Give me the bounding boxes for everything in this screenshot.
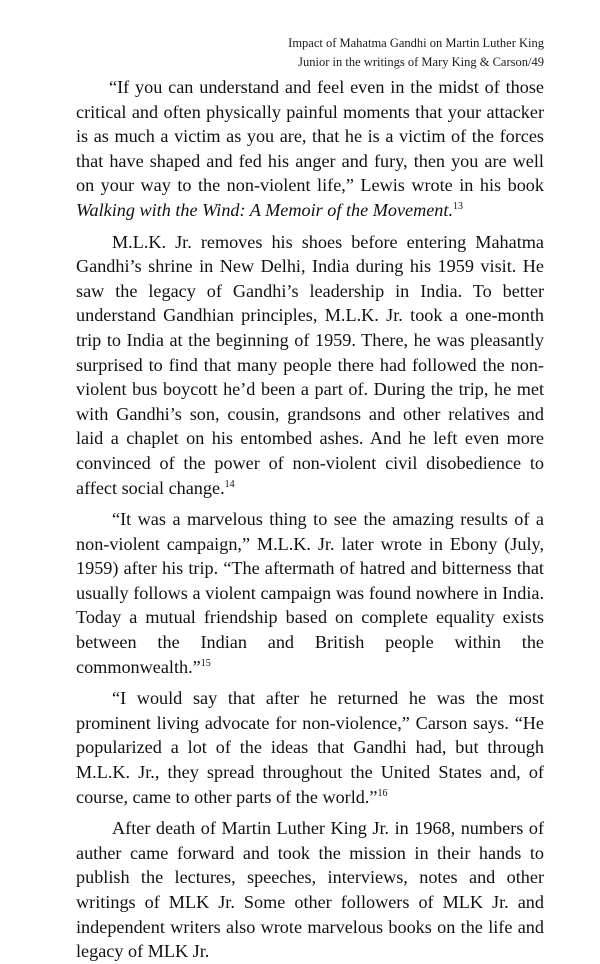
- paragraph-2-text: M.L.K. Jr. removes his shoes before entering Mahatma Gandhi’s shrine in New Delhi, India during his 1959 visit. He saw the legacy of Gandhi’s leadership in India. To better understand Gandhian principles, M.L.K. Jr. took a one-month trip to India at the beginning of 1959. There, he was pleasantly surprised to find that many people there had followed the non-violent bus boycott he’d been a part of. During the trip, he met with Gandhi’s son, cousin, grandsons and other relatives and laid a chaplet on his entombed ashes. And he left even more convinced of the power of non-violent civil disobedience to affect social change.: [76, 231, 544, 498]
- book-title: Walking with the Wind: A Memoir of the Movement.: [76, 199, 453, 220]
- paragraph-4-text: “I would say that after he returned he was the most prominent living advocate for non-violence,” Carson says. “He popularized a lot of the ideas that Gandhi had, but through M.L.K. Jr., they spread throughout the United States and, of course, came to other parts of the world.”: [76, 688, 544, 807]
- paragraph-2: [76, 230, 544, 501]
- paragraph-5: [76, 816, 544, 964]
- running-header-line-2: Junior in the writings of Mary King & Carson/49: [298, 55, 544, 69]
- footnote-marker-15: 15: [200, 657, 211, 669]
- footnote-marker-16: 16: [377, 787, 388, 799]
- paragraph-3-text: “It was a marvelous thing to see the amazing results of a non-violent campaign,” M.L.K. Jr. later wrote in Ebony (July, 1959) after his trip. “The aftermath of hatred and bitterness that usually follows a violent campaign was found nowhere in India. Today a mutual friendship based on complete equality exists between the Indian and British people within the commonwealth.”: [76, 509, 544, 677]
- paragraph-5-text: After death of Martin Luther King Jr. in 1968, numbers of auther came forward and took the mission in their hands to publish the lectures, speeches, interviews, notes and other writings of MLK Jr. Some other followers of MLK Jr. and independent writers also wrote marvelous books on the life and legacy of MLK Jr.: [76, 818, 544, 962]
- paragraph-1: [76, 75, 544, 223]
- paragraph-4: [76, 686, 544, 809]
- running-header-line-1: Impact of Mahatma Gandhi on Martin Luther King: [288, 36, 544, 50]
- running-header: [288, 34, 544, 72]
- footnote-marker-14: 14: [224, 478, 235, 490]
- paragraph-1-text: “If you can understand and feel even in the midst of those critical and often physically painful moments that your attacker is as much a victim as you are, that he is a victim of the forces that have shaped and fed his anger and fury, then you are well on your way to the non-violent life,” Lewis wrote in his book: [76, 77, 544, 196]
- footnote-marker-13: 13: [453, 200, 463, 212]
- body-text: [76, 75, 544, 964]
- paragraph-3: [76, 507, 544, 679]
